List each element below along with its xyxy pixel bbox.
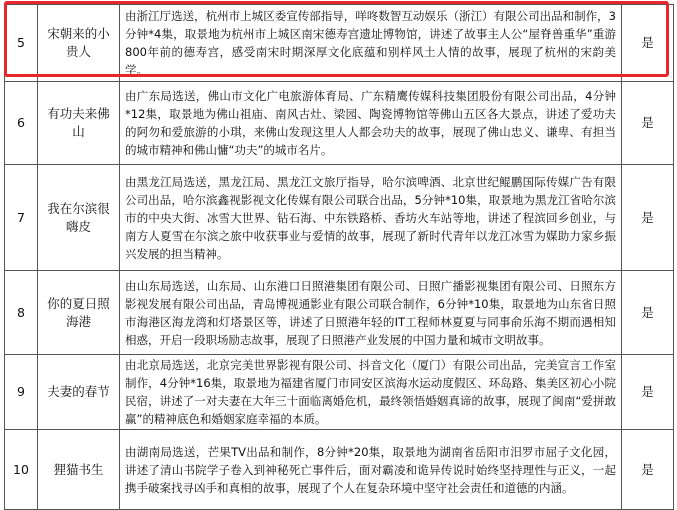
- drama-title: 我在尔滨很嗨皮: [38, 165, 120, 271]
- table-row: [5, 165, 674, 271]
- table-row: [5, 430, 674, 510]
- status-cell: 是: [622, 355, 674, 430]
- table-row: [5, 271, 674, 355]
- drama-description: 由山东局选送，山东局、山东港口日照港集团有限公司、日照广播影视集团有限公司、日照东方影视发展有限公司出品，青岛博视通影业有限公司联合制作，6分钟*10集，取景地为山东省日照市海港区海龙湾和灯塔景区等，讲述了日照港年轻的IT工程师林夏夏与同事俞乐海不期而遇相知相惑，开启一段职场励志故事，展现了日照港产业发展的中国力量和城市文明故事。: [120, 271, 622, 355]
- status-cell: 是: [622, 165, 674, 271]
- drama-title: 夫妻的春节: [38, 355, 120, 430]
- drama-description: 由湖南局选送，芒果TV出品和制作，8分钟*20集，取景地为湖南省岳阳市汨罗市屈子文化园，讲述了清山书院学子卷入到神秘死亡事件后，面对霸凌和诡异传说时始终坚持理性与正义，一起携手破案找寻凶手和真相的故事，展现了个人在复杂环境中坚守社会责任和道德的内涵。: [120, 430, 622, 510]
- status-cell: 是: [622, 5, 674, 82]
- drama-description: 由广东局选送，佛山市文化广电旅游体育局、广东精鹰传媒科技集团股份有限公司出品，4分钟*12集，取景地为佛山祖庙、南风古灶、梁园、陶瓷博物馆等佛山五区各大景点，讲述了爱功夫的阿勿和爱旅游的小琪，来佛山发现这里人人都会功夫的故事，展现了佛山忠义、谦卑、有担当的城市精神和佛山慵“功夫”的城市名片。: [120, 82, 622, 165]
- status-cell: 是: [622, 430, 674, 510]
- drama-list-table: [4, 4, 674, 510]
- drama-description: 由北京局选送，北京完美世界影视有限公司、抖音文化（厦门）有限公司出品，完美宣言工作室制作，4分钟*16集，取景地为福建省厦门市同安区滨海水运动度假区、环岛路、集美区初心小院民宿，讲述了一对夫妻在大年三十面临离婚危机，最终领悟婚姻真谛的故事，展现了闽南“爱拼敢赢”的精神底色和婚姻家庭幸福的本质。: [120, 355, 622, 430]
- status-cell: 是: [622, 82, 674, 165]
- drama-title: 宋朝来的小贵人: [38, 5, 120, 82]
- drama-description: 由黑龙江局选送，黑龙江局、黑龙江文旅厅指导，哈尔滨啤酒、北京世纪鲲鹏国际传媒广告有限公司出品，哈尔滨鑫视影视文化传媒有限公司联合出品，5分钟*10集，取景地为黑龙江省哈尔滨市的中央大街、冰雪大世界、钻石海、中东铁路桥、香坊火车站等地，讲述了程滨回乡创业，与南方人夏雪在尔滨之旅中收获事业与爱情的故事，展现了新时代青年以龙江冰雪为媒助力家乡振兴发展的担当精神。: [120, 165, 622, 271]
- row-number: 6: [5, 82, 38, 165]
- row-number: 9: [5, 355, 38, 430]
- row-number: 10: [5, 430, 38, 510]
- table-row: [5, 5, 674, 82]
- row-number: 7: [5, 165, 38, 271]
- row-number: 5: [5, 5, 38, 82]
- drama-title: 你的夏日照海港: [38, 271, 120, 355]
- table-row: [5, 355, 674, 430]
- drama-title: 狸猫书生: [38, 430, 120, 510]
- row-number: 8: [5, 271, 38, 355]
- drama-title: 有功夫来佛山: [38, 82, 120, 165]
- drama-description: 由浙江厅选送，杭州市上城区委宣传部指导，咩咚数智互动娱乐（浙江）有限公司出品和制作，3分钟*4集，取景地为杭州市上城区南宋德寿宫遗址博物馆，讲述了故事主人公“屋脊兽重华”重游800年前的德寿宫，感受南宋时期深厚文化底蕴和别样风土人情的故事，展现了杭州的宋韵美学。: [120, 5, 622, 82]
- table-row: [5, 82, 674, 165]
- status-cell: 是: [622, 271, 674, 355]
